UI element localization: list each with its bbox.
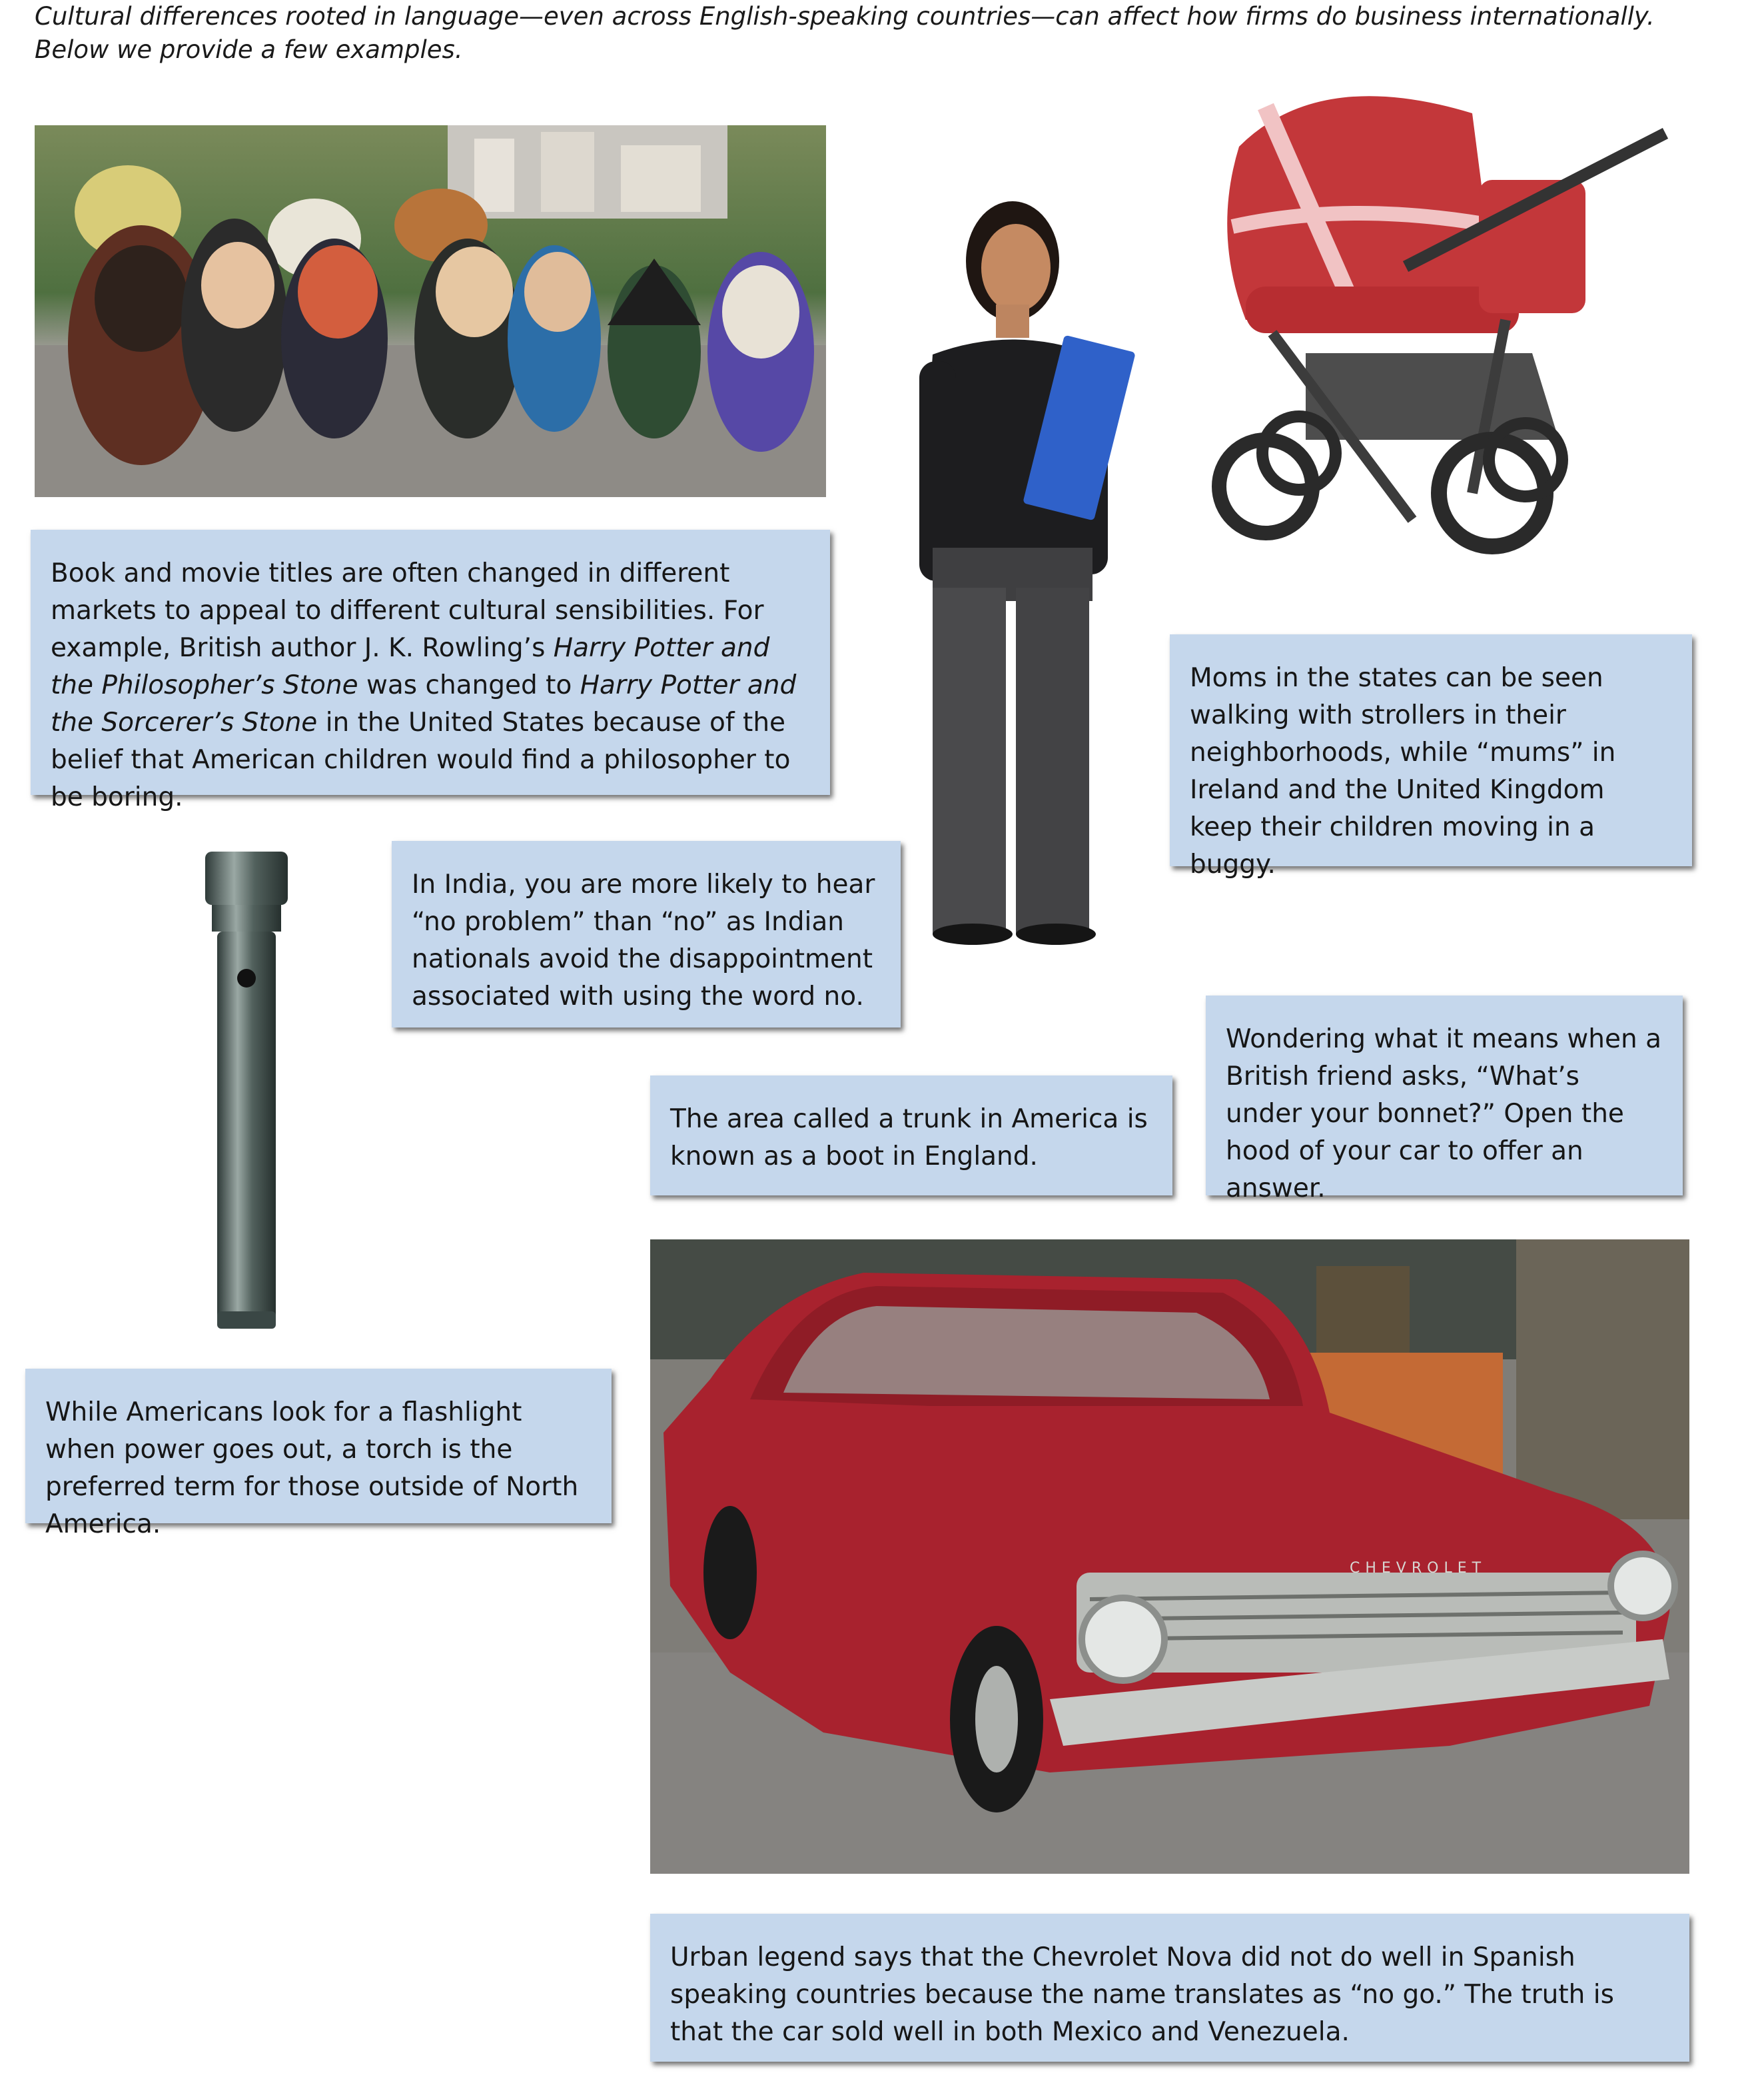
caption-buggy xyxy=(1170,634,1692,880)
stroller-photo xyxy=(1186,67,1685,560)
caption-flashlight-text: While Americans look for a flashlight when power goes out, a torch is the preferred term for those outside of North America. xyxy=(45,1397,587,1539)
caption-harry-potter-text-3: in the United States because of the belief that American children would find a philosopher to be boring. xyxy=(51,708,799,812)
car-photo xyxy=(650,1239,1689,1874)
caption-trunk-text: The area called a trunk in America is known as a boot in England. xyxy=(670,1104,1156,1171)
book-title-us: Harry Potter and the Sorcerer’s Stone xyxy=(51,670,797,738)
caption-harry-potter xyxy=(31,530,830,812)
intro-text: Cultural differences rooted in language—even across English-speaking countries—can affect how firms do business internationally. Below we provide a few examples. xyxy=(35,2,1655,64)
caption-india-text: In India, you are more likely to hear “no problem” than “no” as Indian nationals avoid the disappointment associated with using the word no. xyxy=(412,870,883,1012)
caption-bonnet xyxy=(1206,996,1683,1203)
caption-harry-potter-text-2: was changed to xyxy=(358,670,580,700)
caption-buggy-text: Moms in the states can be seen walking with strollers in their neighborhoods, while “mums” in Ireland and the United Kingdom keep their children moving in a buggy. xyxy=(1190,663,1624,880)
caption-flashlight xyxy=(25,1369,612,1539)
svg-text:CHEVROLET: CHEVROLET xyxy=(1350,1560,1487,1577)
caption-bonnet-text: Wondering what it means when a British friend asks, “What’s under your bonnet?” Open the hood of your car to offer an answer. xyxy=(1226,1024,1670,1203)
businesswoman-photo xyxy=(879,188,1146,952)
caption-nova xyxy=(650,1914,1689,2062)
flashlight-photo xyxy=(200,852,293,1331)
caption-harry-potter-text: Book and movie titles are often changed in different markets to appeal to different cultural sensibilities. For example, British author J. K. Rowling’s xyxy=(51,558,772,663)
figurines-photo xyxy=(35,125,826,497)
caption-india xyxy=(392,841,901,1028)
book-title-uk: Harry Potter and the Philosopher’s Stone xyxy=(51,633,770,700)
caption-nova-text: Urban legend says that the Chevrolet Nova did not do well in Spanish speaking countries because the name translates as “no go.” The truth is that the car sold well in both Mexico and Venezuela. xyxy=(670,1942,1623,2047)
caption-trunk xyxy=(650,1075,1172,1195)
